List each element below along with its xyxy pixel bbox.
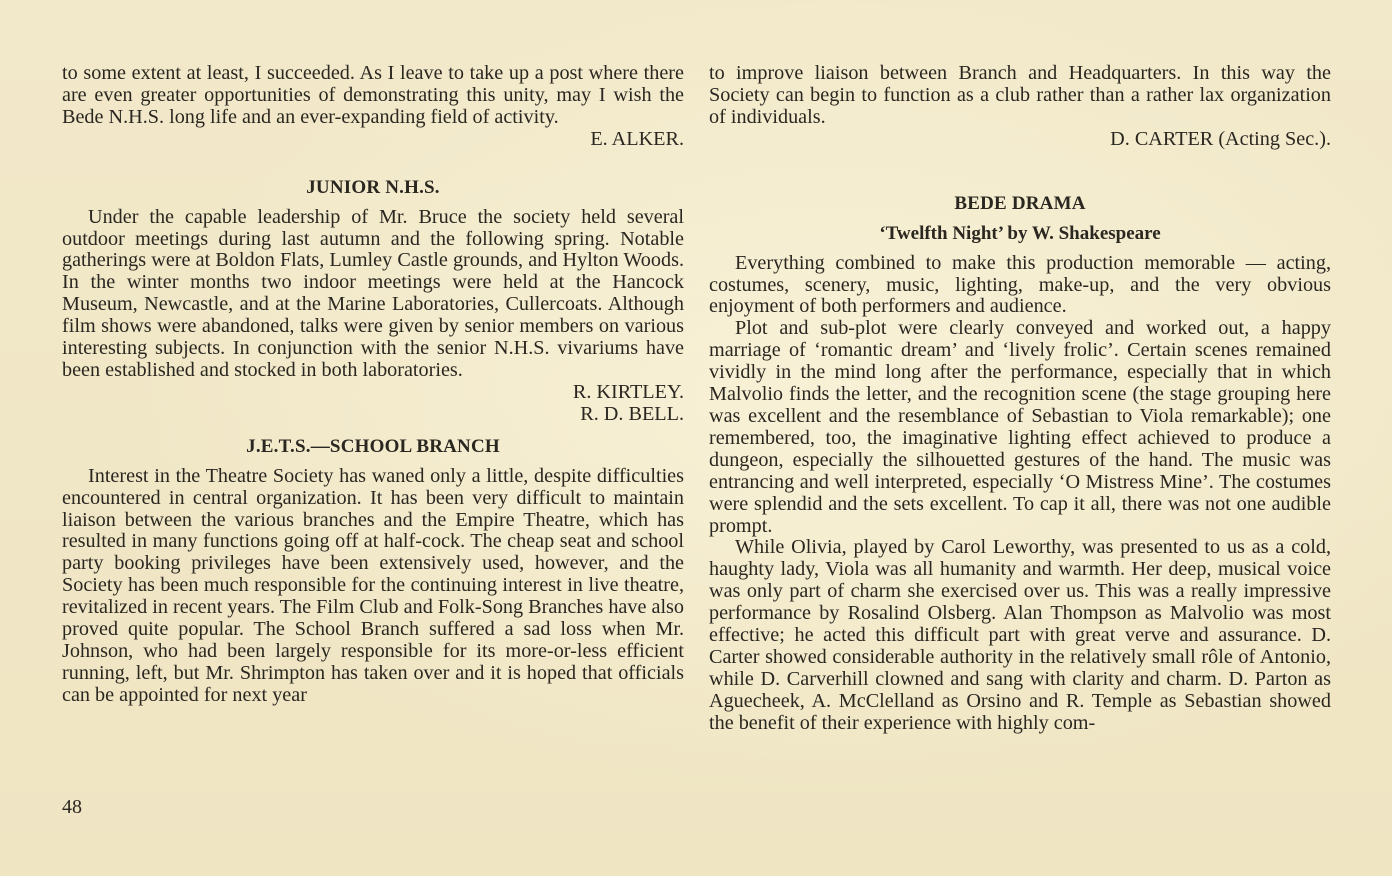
junior-signature-bell: R. D. BELL.: [580, 402, 684, 425]
jets-paragraph: Interest in the Theatre Society has waned only a little, despite difficulties encountered in central organization. It has been very difficult to maintain liaison between the various branches and the Empire Theatre, which has resulted in many functions going off at half-cock. The cheap seat and school party booking privileges have been extensively used, however, and the Society has been much responsible for the continuing interest in live theatre, revitalized in recent years. The Film Club and Folk-Song Branches have also proved quite popular. The School Branch suffered a sad loss when Mr. Johnson, who had been largely responsible for its more-or-less efficient running, left, but Mr. Shrimpton has taken over and it is hoped that officials can be appointed for next year: [62, 464, 684, 706]
drama-paragraph-3: While Olivia, played by Carol Leworthy, was presented to us as a cold, haughty lady, Viola was all humanity and warmth. Her deep, musical voice was only part of charm she exercised over us. This was a really impressive performance by Rosalind Olsberg. Alan Thompson as Malvolio was most effective; he acted this difficult part with great verve and assurance. D. Carter showed considerable authority in the relatively small rôle of Antonio, while D. Carverhill clowned and sang with clarity and charm. D. Parton as Aguecheek, A. McClelland as Orsino and R. Temple as Sebastian showed the benefit of their experience with highly com-: [709, 536, 1331, 734]
twelfth-night-subheading: ‘Twelfth Night’ by W. Shakespeare: [879, 222, 1161, 244]
bede-drama-heading: BEDE DRAMA: [954, 192, 1086, 214]
junior-signature-kirtley: R. KIRTLEY.: [572, 380, 684, 403]
intro-signature: E. ALKER.: [590, 127, 684, 150]
jets-heading: J.E.T.S.—SCHOOL BRANCH: [246, 435, 500, 457]
drama-paragraph-1: Everything combined to make this production memorable — acting, costumes, scenery, music, lighting, make-up, and the very obvious enjoyment of both performers and audience.: [709, 251, 1331, 318]
right-column: [709, 63, 1331, 735]
jets-signature: D. CARTER (Acting Sec.).: [1110, 127, 1331, 150]
junior-nhs-heading: JUNIOR N.H.S.: [306, 176, 440, 198]
left-column: [62, 63, 684, 707]
intro-paragraph: to some extent at least, I succeeded. As I leave to take up a post where there are even greater opportunities of demonstrating this unity, may I wish the Bede N.H.S. long life and an ever-expanding field of activity.: [62, 62, 684, 128]
jets-continuation-paragraph: to improve liaison between Branch and Headquarters. In this way the Society can begin to function as a club rather than a rather lax organization of individuals.: [709, 62, 1331, 128]
junior-nhs-paragraph: Under the capable leadership of Mr. Bruce the society held several outdoor meetings during last autumn and the following spring. Notable gatherings were at Boldon Flats, Lumley Castle grounds, and Hylton Woods. In the winter months two indoor meetings were held at the Hancock Museum, Newcastle, and at the Marine Laboratories, Cullercoats. Although film shows were abandoned, talks were given by senior members on various interesting subjects. In conjunction with the senior N.H.S. vivariums have been established and stocked in both laboratories.: [62, 205, 684, 381]
drama-paragraph-2: Plot and sub-plot were clearly conveyed and worked out, a happy marriage of ‘romantic dream’ and ‘lively frolic’. Certain scenes remained vividly in the mind long after the performance, especially that in which Malvolio finds the letter, and the recognition scene (the stage grouping here was excellent and the resemblance of Sebastian to Viola remarkable); one remembered, too, the imaginative lighting effect achieved to produce a dungeon, especially the silhouetted gestures of the hand. The music was entrancing and well interpreted, especially ‘O Mistress Mine’. The costumes were splendid and the sets excellent. To cap it all, there was not one audible prompt.: [709, 317, 1331, 537]
page-number: 48: [62, 796, 82, 818]
